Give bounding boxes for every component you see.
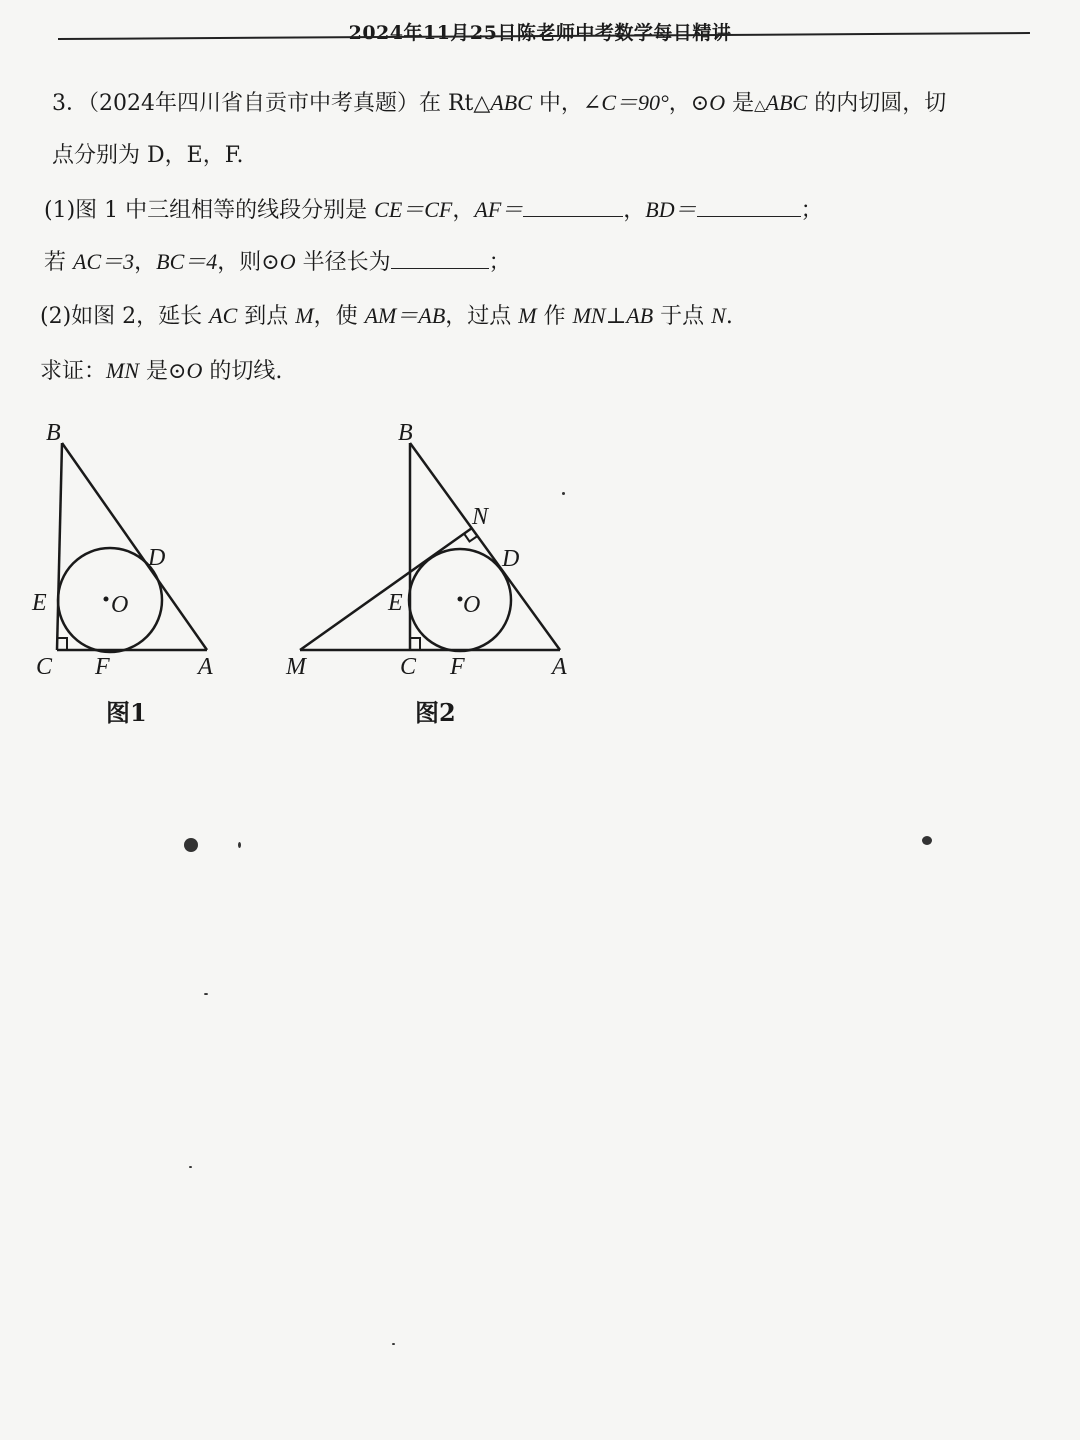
scan-speck	[184, 838, 198, 852]
text-segment: 求证：	[40, 359, 107, 384]
text-segment: 中，	[531, 91, 583, 116]
text-segment: ，过点	[445, 304, 519, 329]
fig1-center-dot	[104, 597, 109, 602]
fig2-right-angle-mark	[410, 638, 420, 650]
math-o: O	[186, 358, 203, 383]
fig1-label-b: B	[46, 420, 61, 446]
fig2-side-ab	[410, 443, 560, 650]
math-n: N	[711, 303, 726, 328]
problem-line-2: 点分别为 D，E，F.	[52, 143, 244, 168]
problem-number: 3．	[52, 91, 88, 116]
page-header-title: 2024年11月25日陈老师中考数学每日精讲	[348, 22, 732, 44]
math-am-ab: AM＝AB	[364, 303, 446, 328]
answer-blank-af[interactable]	[523, 194, 623, 217]
math-o: O	[709, 90, 726, 115]
scan-speck	[204, 993, 208, 995]
text-segment: ，⊙	[668, 91, 710, 116]
text-segment: 作	[536, 304, 573, 329]
fig1-label-f: F	[95, 654, 110, 680]
text-segment: ，	[134, 250, 157, 275]
math-m: M	[518, 303, 537, 328]
math-ac: AC	[209, 303, 238, 328]
text-segment: 半径长为	[295, 250, 391, 275]
triangle-symbol: △	[473, 91, 491, 116]
problem-source: （2024年四川省自贡市中考真题）	[88, 91, 419, 116]
small-triangle-symbol: △	[754, 96, 766, 114]
text-segment: 的切线.	[202, 359, 283, 384]
fig1-right-angle-mark	[57, 638, 67, 650]
scan-speck	[189, 1166, 192, 1168]
fig1-side-ab	[62, 443, 207, 650]
math-m: M	[295, 303, 314, 328]
math-af: AF＝	[474, 197, 524, 222]
fig1-label-a: A	[198, 654, 213, 680]
figure-2-caption: 图2	[415, 698, 456, 727]
fig2-label-f: F	[450, 654, 465, 680]
question-1-line-1	[44, 194, 823, 226]
answer-blank-radius[interactable]	[391, 246, 489, 269]
math-abc: ABC	[765, 90, 808, 115]
fig2-line-mn	[300, 528, 472, 650]
scan-speck	[922, 836, 932, 845]
math-bd: BD＝	[645, 197, 697, 222]
math-bc: BC＝4	[156, 249, 218, 274]
text-segment: ，则⊙	[217, 250, 280, 275]
text-segment: 在 Rt	[419, 91, 474, 116]
text-segment: ，使	[313, 304, 365, 329]
question-2-line-2	[40, 356, 282, 387]
text-segment: ；	[488, 250, 511, 275]
fig2-label-o: O	[463, 592, 481, 618]
figure-1-caption: 图1	[106, 698, 147, 727]
math-o: O	[279, 249, 296, 274]
fig1-label-o: O	[111, 592, 129, 618]
fig2-label-m: M	[286, 654, 306, 680]
text-segment: 于点	[653, 304, 712, 329]
fig2-label-n: N	[472, 504, 489, 530]
text-segment: ，	[623, 198, 646, 223]
figure-1-diagram	[0, 410, 260, 700]
text-segment: .	[725, 304, 733, 329]
math-mn-perp-ab: MN⊥AB	[572, 303, 654, 328]
math-ac: AC＝3	[73, 249, 135, 274]
text-segment: ；	[800, 198, 823, 223]
fig1-label-c: C	[36, 654, 53, 680]
fig2-label-c: C	[400, 654, 417, 680]
fig2-label-b: B	[398, 420, 413, 446]
text-segment: 是⊙	[139, 359, 187, 384]
text-segment: 是	[725, 91, 755, 116]
fig1-label-d: D	[148, 545, 166, 571]
fig1-label-e: E	[32, 590, 47, 616]
figure-2-diagram	[270, 410, 590, 700]
scan-speck	[392, 1343, 395, 1345]
scan-speck	[562, 492, 565, 495]
fig1-incircle	[58, 548, 162, 652]
math-mn: MN	[106, 358, 140, 383]
question-2-line-1	[40, 301, 733, 332]
text-segment: (2)如图 2，延长	[40, 304, 210, 329]
text-segment: 的内切圆，切	[807, 91, 947, 116]
text-segment: ，	[452, 198, 475, 223]
problem-line-1	[52, 88, 946, 120]
math-angle-c: ∠C＝90°	[582, 90, 669, 115]
fig2-label-d: D	[502, 546, 520, 572]
fig2-label-a: A	[552, 654, 567, 680]
scan-speck	[238, 842, 241, 848]
question-1-line-2	[44, 246, 511, 278]
fig2-center-dot	[458, 597, 463, 602]
math-abc: ABC	[490, 90, 532, 115]
answer-blank-bd[interactable]	[697, 194, 801, 217]
text-segment: 若	[44, 250, 73, 275]
fig2-label-e: E	[388, 590, 403, 616]
text-segment: 到点	[237, 304, 296, 329]
text-segment: (1)图 1 中三组相等的线段分别是	[44, 198, 375, 223]
math-ce-cf: CE＝CF	[374, 197, 453, 222]
